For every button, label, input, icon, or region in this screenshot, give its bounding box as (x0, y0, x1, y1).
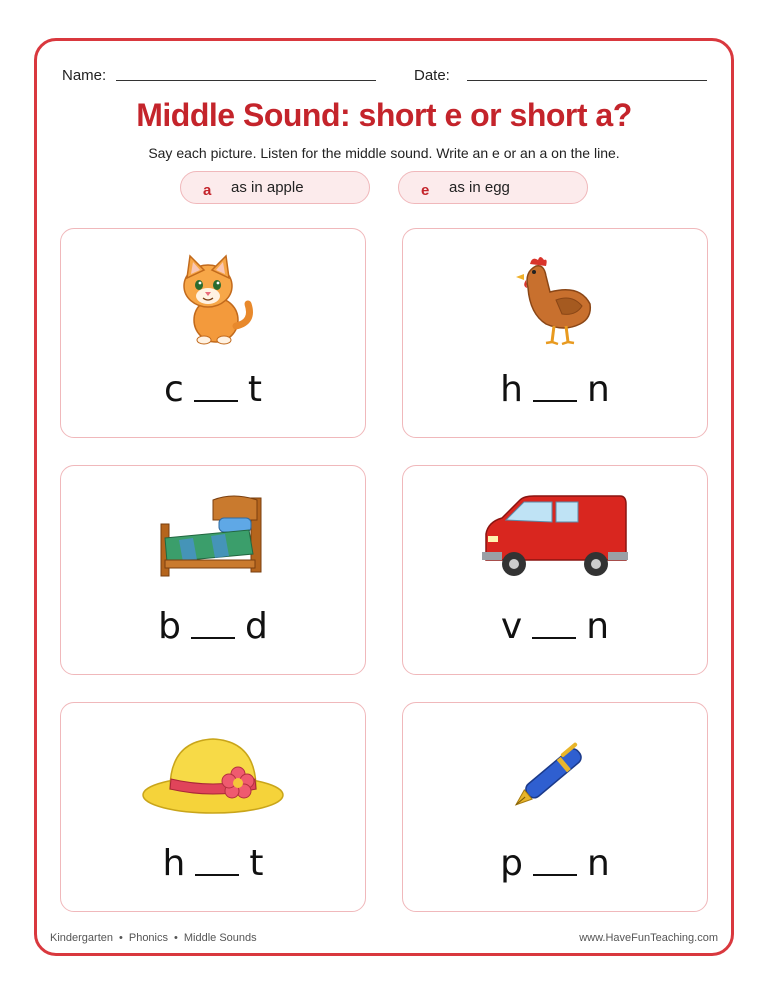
date-label: Date: (414, 67, 450, 84)
answer-blank[interactable] (191, 637, 235, 639)
word-puzzle (61, 843, 365, 884)
word-card-pen (402, 702, 708, 912)
breadcrumb-item: Phonics (128, 932, 168, 944)
key-pill-a (180, 171, 370, 204)
last-letter: n (587, 843, 610, 884)
word-puzzle (403, 369, 707, 410)
first-letter: v (500, 606, 523, 647)
name-label: Name: (62, 67, 107, 84)
key-pill-e (398, 171, 588, 204)
last-letter: d (245, 606, 268, 647)
key-text: as in egg (449, 179, 510, 196)
hen-icon (403, 243, 707, 353)
word-card-hat (60, 702, 366, 912)
breadcrumb-item: Kindergarten (50, 932, 113, 944)
cat-icon (61, 243, 365, 353)
answer-blank[interactable] (194, 400, 238, 402)
last-letter: t (249, 843, 264, 884)
site-url: www.HaveFunTeaching.com (579, 932, 718, 944)
first-letter: b (158, 606, 181, 647)
first-letter: c (164, 369, 184, 410)
word-puzzle (61, 606, 365, 647)
word-card-van (402, 465, 708, 675)
answer-blank[interactable] (533, 874, 577, 876)
instructions: Say each picture. Listen for the middle sound. Write an e or an a on the line. (148, 145, 620, 161)
first-letter: h (162, 843, 186, 884)
word-card-bed (60, 465, 366, 675)
word-card-hen (402, 228, 708, 438)
van-icon (403, 480, 707, 590)
bullet-separator: • (174, 932, 178, 944)
pen-icon (403, 717, 707, 827)
word-puzzle (61, 369, 365, 410)
name-line[interactable] (116, 80, 376, 81)
word-card-cat (60, 228, 366, 438)
last-letter: n (587, 369, 610, 410)
hat-icon (61, 717, 365, 827)
bed-icon (61, 480, 365, 590)
answer-blank[interactable] (533, 400, 577, 402)
page-title: Middle Sound: short e or short a? (136, 97, 632, 133)
key-text: as in apple (231, 179, 304, 196)
word-puzzle (403, 843, 707, 884)
breadcrumb-item: Middle Sounds (183, 932, 257, 944)
key-letter: a (203, 182, 212, 199)
first-letter: h (500, 369, 523, 410)
bullet-separator: • (119, 932, 123, 944)
answer-blank[interactable] (532, 637, 576, 639)
first-letter: p (500, 843, 524, 884)
answer-blank[interactable] (195, 874, 239, 876)
footer-breadcrumb (50, 932, 257, 944)
last-letter: n (586, 606, 610, 647)
key-letter: e (421, 182, 430, 199)
last-letter: t (247, 369, 262, 410)
date-line[interactable] (467, 80, 707, 81)
word-puzzle (403, 606, 707, 647)
